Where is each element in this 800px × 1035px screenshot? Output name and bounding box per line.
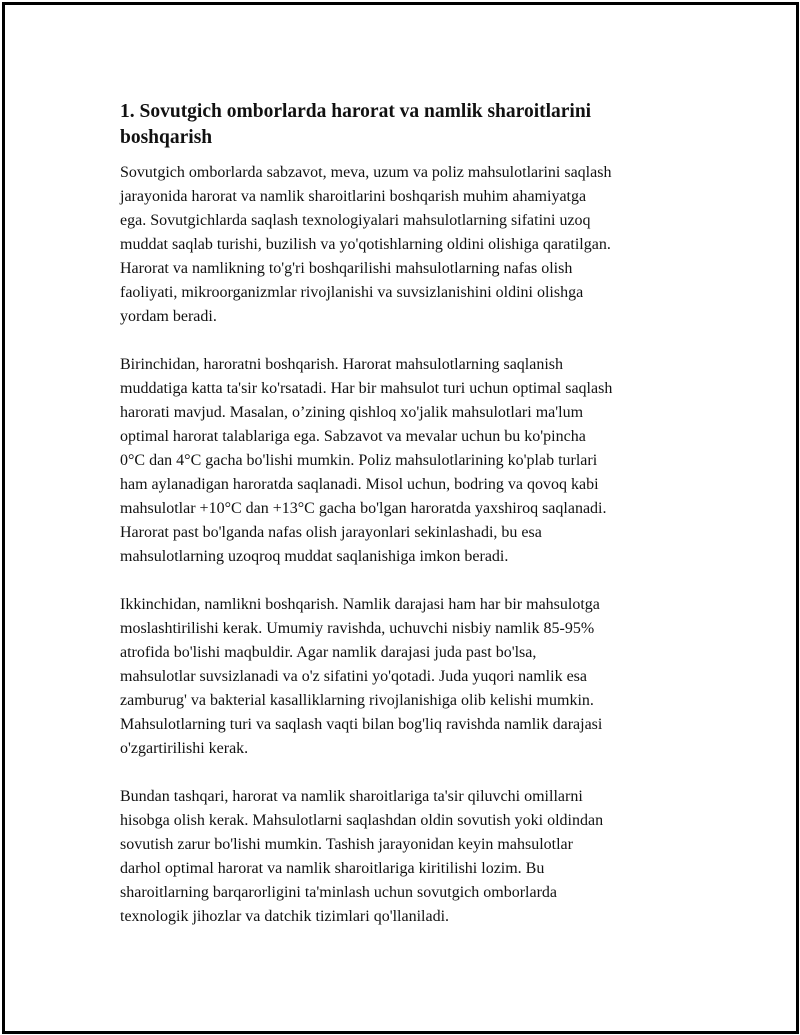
text-line: atrofida bo'lishi maqbuldir. Agar namlik darajasi juda past bo'lsa, bbox=[120, 644, 537, 661]
text-line: jarayonida harorat va namlik sharoitlarini boshqarish muhim ahamiyatga bbox=[120, 188, 587, 205]
text-line: sovutish zarur bo'lishi mumkin. Tashish jarayonidan keyin mahsulotlar bbox=[120, 836, 573, 853]
text-line: hisobga olish kerak. Mahsulotlarni saqlashdan oldin sovutish yoki oldindan bbox=[120, 812, 604, 829]
text-line: moslashtirilishi kerak. Umumiy ravishda, uchuvchi nisbiy namlik 85-95% bbox=[120, 620, 595, 637]
text-line: sharoitlarning barqarorligini ta'minlash uchun sovutgich omborlarda bbox=[120, 884, 557, 901]
text-line: ega. Sovutgichlarda saqlash texnologiyalari mahsulotlarning sifatini uzoq bbox=[120, 212, 591, 229]
text-line: Bundan tashqari, harorat va namlik sharoitlariga ta'sir qiluvchi omillarni bbox=[120, 788, 583, 805]
text-line: zamburug' va bakterial kasalliklarning rivojlanishiga olib kelishi mumkin. bbox=[120, 692, 594, 709]
text-line: texnologik jihozlar va datchik tizimlari qo'llaniladi. bbox=[120, 908, 450, 925]
page-frame bbox=[2, 2, 799, 1034]
text-line: o'zgartirilishi kerak. bbox=[120, 740, 249, 757]
text-line: yordam beradi. bbox=[120, 308, 217, 325]
text-line: mahsulotlar +10°C dan +13°C gacha bo'lgan haroratda yaxshiroq saqlanadi. bbox=[120, 500, 607, 517]
paragraph-temperature bbox=[120, 353, 700, 569]
text-line: muddatiga katta ta'sir ko'rsatadi. Har bir mahsulot turi uchun optimal saqlash bbox=[120, 380, 613, 397]
heading-line: boshqarish bbox=[120, 127, 213, 148]
paragraph-humidity bbox=[120, 593, 700, 761]
text-line: Mahsulotlarning turi va saqlash vaqti bilan bog'liq ravishda namlik darajasi bbox=[120, 716, 603, 733]
text-line: mahsulotlarning uzoqroq muddat saqlanishiga imkon beradi. bbox=[120, 548, 509, 565]
text-line: muddat saqlab turishi, buzilish va yo'qotishlarning oldini olishiga qaratilgan. bbox=[120, 236, 611, 253]
paragraph-additional-factors bbox=[120, 785, 700, 929]
text-line: Sovutgich omborlarda sabzavot, meva, uzum va poliz mahsulotlarini saqlash bbox=[120, 164, 612, 181]
section-heading bbox=[120, 99, 700, 151]
document-body bbox=[120, 99, 700, 953]
text-line: Birinchidan, haroratni boshqarish. Harorat mahsulotlarning saqlanish bbox=[120, 356, 564, 373]
text-line: optimal harorat talablariga ega. Sabzavot va mevalar uchun bu ko'pincha bbox=[120, 428, 586, 445]
text-line: mahsulotlar suvsizlanadi va o'z sifatini yo'qotadi. Juda yuqori namlik esa bbox=[120, 668, 587, 685]
text-line: Harorat past bo'lganda nafas olish jarayonlari sekinlashadi, bu esa bbox=[120, 524, 542, 541]
text-line: Ikkinchidan, namlikni boshqarish. Namlik darajasi ham har bir mahsulotga bbox=[120, 596, 600, 613]
text-line: faoliyati, mikroorganizmlar rivojlanishi va suvsizlanishini oldini olishga bbox=[120, 284, 584, 301]
paragraph-intro bbox=[120, 161, 700, 329]
text-line: ham aylanadigan haroratda saqlanadi. Misol uchun, bodring va qovoq kabi bbox=[120, 476, 599, 493]
text-line: harorati mavjud. Masalan, o’zining qishloq xo'jalik mahsulotlari ma'lum bbox=[120, 404, 584, 421]
text-line: 0°C dan 4°C gacha bo'lishi mumkin. Poliz mahsulotlarining ko'plab turlari bbox=[120, 452, 598, 469]
text-line: Harorat va namlikning to'g'ri boshqarilishi mahsulotlarning nafas olish bbox=[120, 260, 573, 277]
heading-line: 1. Sovutgich omborlarda harorat va namlik sharoitlarini bbox=[120, 101, 592, 122]
text-line: darhol optimal harorat va namlik sharoitlariga kiritilishi lozim. Bu bbox=[120, 860, 545, 877]
